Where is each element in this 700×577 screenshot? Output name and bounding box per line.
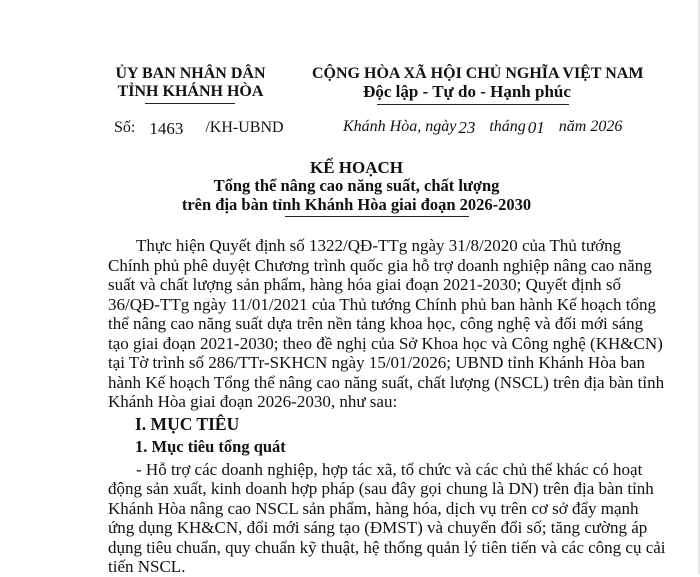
intro-line: hành Kế hoạch Tổng thể nâng cao năng suất, chất lượng (NSCL) trên địa bàn tỉnh [108, 373, 665, 392]
title-underline [285, 216, 469, 217]
motto-underline [377, 104, 569, 105]
month-label: tháng [489, 118, 526, 135]
place-date-prefix: Khánh Hòa, ngày [343, 118, 457, 135]
intro-line: suất và chất lượng sản phẩm, hàng hóa giai đoạn 2021-2030; Quyết định số [108, 275, 621, 294]
intro-line: Thực hiện Quyết định số 1322/QĐ-TTg ngày 31/8/2020 của Thủ tướng [136, 236, 622, 255]
document-type-title: KẾ HOẠCH [309, 158, 404, 177]
date-month: 01 [527, 118, 545, 137]
national-title: CỘNG HÒA XÃ HỘI CHỦ NGHĨA VIỆT NAM [312, 65, 644, 82]
intro-line: tạo giai đoạn 2021-2030; theo đề nghị của Sở Khoa học và Công nghệ (KH&CN) [108, 334, 663, 353]
agency-line1: ỦY BAN NHÂN DÂN [115, 65, 266, 82]
intro-line: Chính phủ phê duyệt Chương trình quốc gia hỗ trợ doanh nghiệp nâng cao năng [108, 256, 652, 275]
section-heading: I. MỤC TIÊU [135, 414, 240, 434]
number-label: Số: [114, 119, 136, 136]
place-date [343, 116, 622, 136]
section-paragraph-line: dụng tiêu chuẩn, quy chuẩn kỹ thuật, hệ thống quản lý tiên tiến và các công cụ cải [108, 538, 666, 557]
intro-line: tại Tờ trình số 286/TTr-SKHCN ngày 15/01/2026; UBND tỉnh Khánh Hòa ban [108, 353, 646, 372]
number-suffix: /KH-UBND [205, 119, 284, 136]
intro-line: 36/QĐ-TTg ngày 11/01/2021 của Thủ tướng Chính phủ ban hành Kế hoạch tổng [108, 295, 656, 314]
date-day: 23 [458, 118, 476, 137]
document-number [114, 117, 284, 137]
subsection-heading: 1. Mục tiêu tổng quát [135, 437, 286, 456]
section-paragraph-line: ứng dụng KH&CN, đổi mới sáng tạo (ĐMST) và chuyển đổi số; tăng cường áp [108, 518, 648, 537]
section-paragraph-line: động sản xuất, kinh doanh hợp pháp (sau đây gọi chung là DN) trên địa bàn tỉnh [108, 479, 654, 498]
motto: Độc lập - Tự do - Hạnh phúc [363, 82, 571, 101]
number-value: 1463 [149, 119, 184, 138]
document-subtitle-line1: Tổng thể nâng cao năng suất, chất lượng [213, 176, 500, 195]
agency-line2: TỈNH KHÁNH HÒA [117, 83, 264, 100]
section-paragraph-line: - Hỗ trợ các doanh nghiệp, hợp tác xã, tổ chức và các chủ thể khác có hoạt [136, 460, 643, 479]
intro-line: Khánh Hòa giai đoạn 2026-2030, như sau: [108, 392, 398, 411]
year-label: năm 2026 [558, 118, 623, 135]
section-paragraph-line: tiến NSCL. [108, 557, 186, 576]
section-paragraph-line: Khánh Hòa nâng cao NSCL sản phẩm, hàng hóa, dịch vụ trên cơ sở đẩy mạnh [108, 499, 639, 518]
agency-underline [145, 103, 235, 104]
intro-line: thể nâng cao năng suất dựa trên nền tảng khoa học, công nghệ và đổi mới sáng [108, 314, 644, 333]
document-subtitle-line2: trên địa bàn tỉnh Khánh Hòa giai đoạn 2026-2030 [181, 195, 532, 214]
